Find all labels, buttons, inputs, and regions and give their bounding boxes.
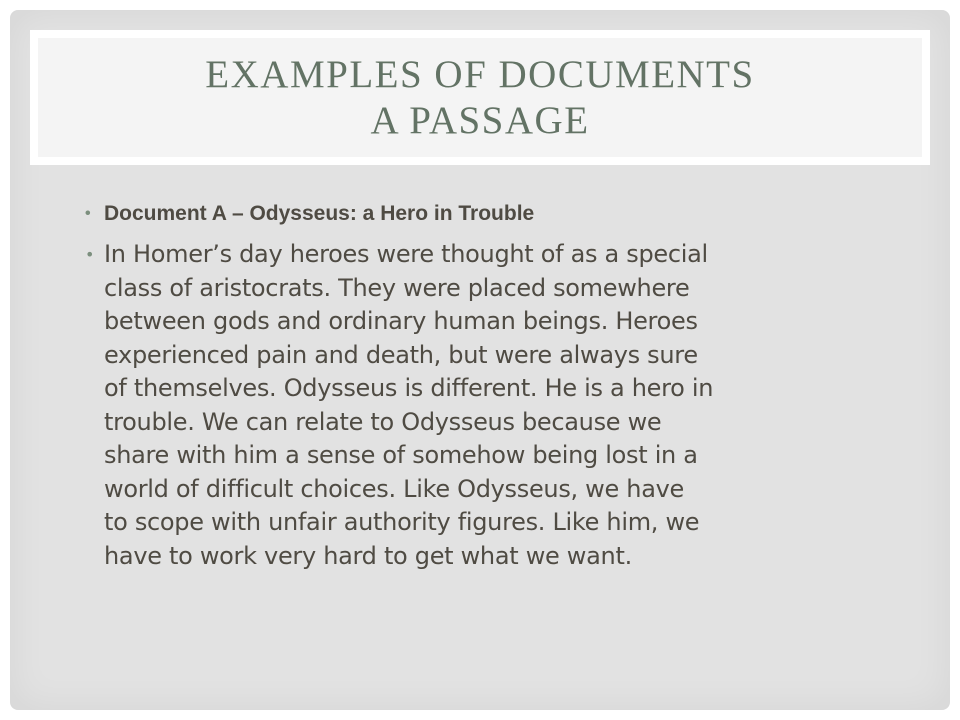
document-heading: Document A – Odysseus: a Hero in Trouble (104, 202, 535, 225)
slide-title-line-2: A PASSAGE (370, 98, 590, 142)
passage-line: to scope with unfair authority figures. Like him, we (104, 508, 700, 536)
passage-line: class of aristocrats. They were placed somewhere (104, 273, 690, 302)
passage-line: have to work very hard to get what we want. (104, 541, 632, 570)
bullet-icon: • (85, 205, 91, 222)
title-frame (30, 30, 930, 165)
passage-line: share with him a sense of somehow being lost in a (104, 441, 698, 469)
slide-title-line-1: EXAMPLES OF DOCUMENTS (205, 52, 755, 96)
passage-line: trouble. We can relate to Odysseus because we (104, 407, 662, 436)
passage-line: world of difficult choices. Like Odysseus, we have (104, 474, 684, 503)
slide (10, 10, 950, 710)
passage-line: In Homer’s day heroes were thought of as a special (104, 240, 708, 268)
slide-body (85, 198, 915, 573)
passage-line: between gods and ordinary human beings. Heroes (104, 307, 698, 335)
passage-line: experienced pain and death, but were always sure (104, 340, 698, 369)
title-box (38, 38, 922, 157)
bullet-icon: • (85, 245, 95, 264)
bullet-item-document-heading (85, 198, 915, 230)
passage-line: of themselves. Odysseus is different. He is a hero in (104, 374, 714, 402)
bullet-item-passage (85, 238, 915, 573)
